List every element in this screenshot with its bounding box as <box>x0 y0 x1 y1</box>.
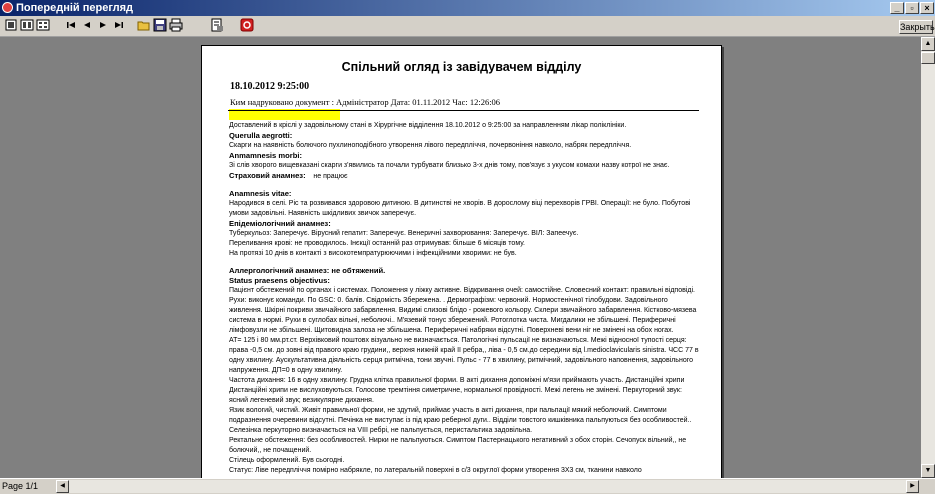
preview-viewport[interactable] <box>0 37 921 478</box>
epid-line-2: Переливання крові: не проводилось. Інєкції останній раз отримував: більше 6 місяців тому. <box>229 240 525 247</box>
page-setup-icon[interactable] <box>210 18 224 32</box>
prev-page-icon[interactable] <box>80 18 94 32</box>
last-page-icon[interactable] <box>112 18 126 32</box>
vertical-scroll-thumb[interactable] <box>921 52 935 64</box>
status-paragraph-2: АТ= 125 і 80 мм.рт.ст. Верхівковий поштовх візуально не визначається. Патологічні пульсації не визначаються. Межі відносної тупості серця: права -0,5 см. до зовні від правого краю грудини,, верхня нижній край ІІ ребра,, ліва - 0,5 см.до середини від l.medioclavicularis sinistra. ЧСС 77 в одну хвилину. Аускультативна діяльність серця ритмічна, тони звучні. Пульс - 77 в хвилину, ритмічний, задовільного наповнення, задовільного напруження. ДП=0 в одну хвилину. <box>229 337 699 374</box>
restore-button[interactable]: ▫ <box>905 2 919 14</box>
epid-line-1: Туберкульоз: Заперечує. Вірусний гепатит: Заперечує. Венеричні захворювання: Заперечує. ВІЛ: Запеечує. <box>229 230 579 237</box>
print-icon[interactable] <box>169 18 183 32</box>
close-preview-button[interactable]: Закрыть <box>900 22 935 32</box>
report-body <box>229 121 701 476</box>
status-paragraph-4: Язик вологий, чистий. Живіт правильної форми, не здутий, приймає участь в акті дихання, при пальпації мякий неболючий. Симптоми подразнення очеревини відсутні. Печінка не виступає із під краю реберної дуги.. Відділи товстого кишківника пальпуються без особливостей.. Селезінка перкуторно визначається на VIII ребрі, не пальпується, перистальтика задовільна. <box>229 407 692 434</box>
vertical-scrollbar[interactable] <box>921 37 935 478</box>
report-title: Спільний огляд із завідувачем відділу <box>341 60 582 74</box>
status-heading: Status praesens objectivus: <box>229 276 330 285</box>
status-bar <box>0 478 935 494</box>
toolbar <box>0 16 935 37</box>
querulla-heading: Querulla aegrotti: <box>229 131 293 140</box>
single-page-icon[interactable] <box>4 18 18 32</box>
report-page <box>201 45 722 478</box>
insurance-line <box>229 171 701 182</box>
allergy-heading: Аллергологічний анамнез: не обтяжений. <box>229 266 386 275</box>
next-page-icon[interactable] <box>96 18 110 32</box>
status-paragraph-3: Частота дихання: 16 в одну хвилину. Грудна клітка правильної форми. В акті дихання допоміжні м'язи приймають участь. Дистанційні хрипи Дистанційні хрипи не вислуховуються. Голосове тремтіння симетричне, нормальної провідності. Межі легень не змінені. Перкуторний звук: ясний легеневий звук; везикулярне дихання. <box>229 377 685 404</box>
status-paragraph-1: Пацієнт обстежений по органах і системах. Положення у ліжку активне. Відкривання очей: самостійне. Словесний контакт: правильні відповіді. Рухи: виконує команди. По GSC: 0. балів. Свідомість Збережена. . Дермографізм: червоний. Нормостенічної тілобудови. Задовільного живлення. Шкірні покриви звичайного забарвлення. Видимі слизові блідо - рожевого кольору. Склери звичайного забарвлення. Кістково-мязева система в нормі. Рухи в суглобах вільні, неболючі.. М'язевий тонус збережений. Ротоглотка чиста. Мигдалики не збільшені. Периферичні лімфовузли не збільшені. Щитовидна залоза не збільшена. Периферичні набряки відсутні. Поверхневі вени ніг не змінені на обох ногах. <box>229 287 697 334</box>
two-pages-icon[interactable] <box>20 18 34 32</box>
horizontal-scrollbar[interactable] <box>56 480 919 493</box>
window-title: Попередній перегляд <box>16 2 134 14</box>
title-bar <box>0 0 935 16</box>
anamnesis-vitae-text: Народився в селі. Ріс та розвивався здоровою дитиною. В дитинстві не хворів. В дорослому віці перехворів ГРВІ. Операції: не було. Побутові умови задовільні. Наявність шкідливих звичок заперечує. <box>229 200 691 217</box>
stool-line: Стілець оформлений. Був сьогодні. <box>229 457 345 464</box>
scroll-up-icon[interactable]: ▲ <box>921 37 935 51</box>
epid-line-3: На протязі 10 днів в контакті з високотемпратурюючими і інфекційними хворими: не був. <box>229 250 517 257</box>
insurance-value: не працює <box>313 173 348 180</box>
scroll-left-icon[interactable]: ◀ <box>56 480 69 493</box>
page-indicator: Page 1/1 <box>2 481 39 491</box>
insurance-heading: Страховий анамнез: <box>229 171 306 180</box>
querulla-text: Скарги на наявність болючого пухлиноподібного утворення лівого передпліччя, почервоніння навколо, набряк передпліччя. <box>229 142 632 149</box>
scroll-right-icon[interactable]: ▶ <box>906 480 919 493</box>
report-datetime: 18.10.2012 9:25:00 <box>230 81 310 92</box>
close-window-button[interactable]: × <box>920 2 934 14</box>
printed-by-line: Ким надруковано документ : Адміністратор Дата: 01.11.2012 Час: 12:26:06 <box>230 97 501 107</box>
multi-page-icon[interactable] <box>36 18 50 32</box>
anamnesis-vitae-heading: Anamnesis vitae: <box>229 189 292 198</box>
app-icon <box>2 2 13 13</box>
localis-line: Статус: Ліве передпліччя помірно набрякле, по латеральній поверхні в с/3 округлої форми утворення 3Х3 см, тканини навколо <box>229 467 642 474</box>
header-divider <box>228 110 699 111</box>
status-paragraph-5: Ректальне обстеження: без особливостей. Нирки не пальпуються. Симптом Пастернацького негативний з обох сторін. Сечопуск вільний,, не болючий,, не почащений. <box>229 437 687 454</box>
anamnesis-morbi-text: Зі слів хворого вищевказані скарги з'явились та почали турбувати близько 3-х днів тому, пов'язує з укусом комахи назву котрої не знає. <box>229 162 670 169</box>
anamnesis-morbi-heading: Anmamnesis morbi: <box>229 151 303 160</box>
first-page-icon[interactable] <box>64 18 78 32</box>
save-icon[interactable] <box>153 18 167 32</box>
scroll-down-icon[interactable]: ▼ <box>921 464 935 478</box>
arrival-text: Доставлений в кріслі у задовільному стані в Хірургічне відділення 18.10.2012 о 9:25:00 за направленням лікар поліклініки. <box>229 122 627 129</box>
exit-icon[interactable] <box>240 18 254 32</box>
epid-heading: Епідеміологічний анамнез: <box>229 219 331 228</box>
open-icon[interactable] <box>137 18 151 32</box>
resize-grip[interactable] <box>921 480 934 493</box>
minimize-button[interactable]: _ <box>890 2 904 14</box>
